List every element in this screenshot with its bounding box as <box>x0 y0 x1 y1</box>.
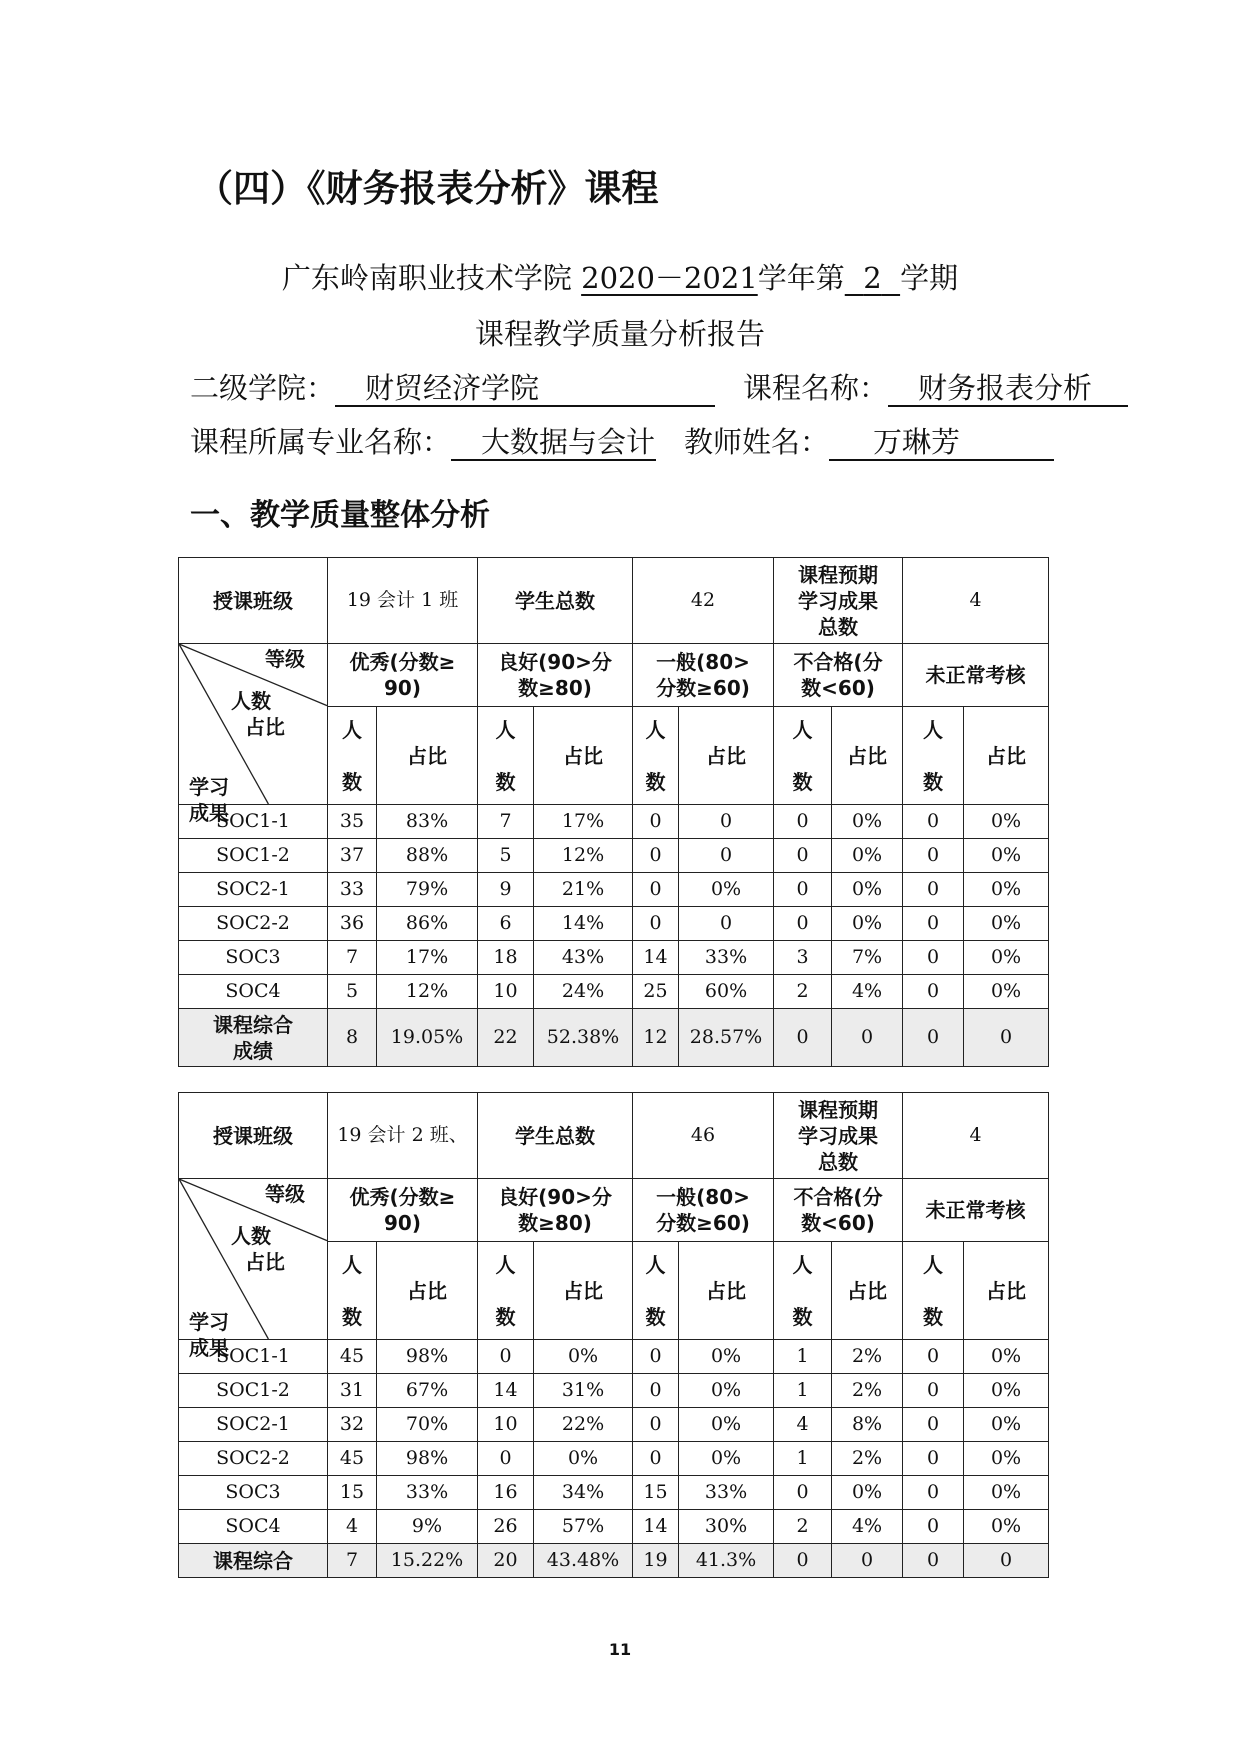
count-header: 人 数 <box>774 707 832 805</box>
table-cell: 45 <box>328 1442 377 1476</box>
table-cell: 17% <box>377 941 478 975</box>
outcome-label: SOC2-2 <box>179 1442 328 1476</box>
grade-header-row <box>179 1179 1049 1242</box>
total-cell: 7 <box>328 1544 377 1578</box>
table-cell: 0% <box>679 873 774 907</box>
table-cell: 0 <box>633 839 679 873</box>
table-cell: 0% <box>964 1510 1049 1544</box>
ratio-header: 占比 <box>832 1242 903 1340</box>
table-cell: 0 <box>903 1408 964 1442</box>
table-row <box>179 839 1049 873</box>
table-cell: 33% <box>679 941 774 975</box>
table-cell: 17% <box>534 805 633 839</box>
table-info-row <box>179 558 1049 644</box>
outcome-label: SOC3 <box>179 1476 328 1510</box>
total-row <box>179 1009 1049 1067</box>
table-cell: 0 <box>774 873 832 907</box>
table-cell: 88% <box>377 839 478 873</box>
class-label: 授课班级 <box>179 558 328 644</box>
quality-table-2 <box>178 1092 1049 1578</box>
table-cell: 33% <box>377 1476 478 1510</box>
table-cell: 2 <box>774 975 832 1009</box>
table-row <box>179 1408 1049 1442</box>
grade-not-examined: 未正常考核 <box>903 1179 1049 1242</box>
total-cell: 28.57% <box>679 1009 774 1067</box>
table-cell: 31% <box>534 1374 633 1408</box>
ratio-header: 占比 <box>679 707 774 805</box>
table-cell: 0 <box>679 839 774 873</box>
table-cell: 0 <box>774 1476 832 1510</box>
table-cell: 7 <box>478 805 534 839</box>
teacher-value: 万琳芳 <box>829 425 1054 461</box>
table-row <box>179 1340 1049 1374</box>
table-cell: 25 <box>633 975 679 1009</box>
table-cell: 31 <box>328 1374 377 1408</box>
table-cell: 0% <box>964 1476 1049 1510</box>
table-cell: 0% <box>964 1442 1049 1476</box>
count-header: 人 数 <box>328 707 377 805</box>
ratio-header: 占比 <box>964 1242 1049 1340</box>
total-students-label: 学生总数 <box>478 1093 633 1179</box>
table-row <box>179 1510 1049 1544</box>
table-cell: 0% <box>964 839 1049 873</box>
term-number: 2 <box>863 261 882 295</box>
table-cell: 0 <box>903 1374 964 1408</box>
total-cell: 20 <box>478 1544 534 1578</box>
diag-count-label: 人数 占比 <box>231 689 285 739</box>
outcome-count-label: 课程预期 学习成果 总数 <box>774 558 903 644</box>
table-cell: 33% <box>679 1476 774 1510</box>
ratio-header: 占比 <box>377 1242 478 1340</box>
diag-grade-label: 等级 <box>265 1182 305 1206</box>
total-cell: 52.38% <box>534 1009 633 1067</box>
class-label: 授课班级 <box>179 1093 328 1179</box>
table-cell: 0% <box>832 805 903 839</box>
diagonal-header-cell: 等级 人数 占比 学习 成果 <box>179 1179 328 1340</box>
table-cell: 86% <box>377 907 478 941</box>
table-cell: 1 <box>774 1340 832 1374</box>
outcome-rows <box>179 1340 1049 1544</box>
table-cell: 67% <box>377 1374 478 1408</box>
table-cell: 18 <box>478 941 534 975</box>
table-cell: 0 <box>774 839 832 873</box>
total-cell: 22 <box>478 1009 534 1067</box>
table-cell: 0 <box>774 805 832 839</box>
table-row <box>179 907 1049 941</box>
teacher-label: 教师姓名： <box>684 425 830 459</box>
table-cell: 0% <box>964 1408 1049 1442</box>
count-header: 人 数 <box>633 1242 679 1340</box>
ratio-header: 占比 <box>679 1242 774 1340</box>
total-cell: 12 <box>633 1009 679 1067</box>
table-cell: 0% <box>964 805 1049 839</box>
table-cell: 1 <box>774 1374 832 1408</box>
outcome-rows <box>179 805 1049 1009</box>
table-cell: 9 <box>478 873 534 907</box>
count-header: 人 数 <box>328 1242 377 1340</box>
report-header-line <box>0 256 1240 297</box>
table-cell: 0 <box>774 907 832 941</box>
ratio-header: 占比 <box>377 707 478 805</box>
diag-count-label: 人数 占比 <box>231 1224 285 1274</box>
grade-average: 一般(80> 分数≥60) <box>633 644 774 707</box>
table-cell: 0% <box>679 1340 774 1374</box>
table-cell: 7 <box>328 941 377 975</box>
table-cell: 0% <box>832 1476 903 1510</box>
total-cell: 0 <box>832 1544 903 1578</box>
table-cell: 4 <box>328 1510 377 1544</box>
total-cell: 0 <box>774 1544 832 1578</box>
table-cell: 0 <box>903 839 964 873</box>
table-cell: 22% <box>534 1408 633 1442</box>
section-title: （四）《财务报表分析》课程 <box>196 167 659 210</box>
table-cell: 0 <box>633 1340 679 1374</box>
table-cell: 16 <box>478 1476 534 1510</box>
table-cell: 1 <box>774 1442 832 1476</box>
table-cell: 0 <box>633 873 679 907</box>
table-cell: 36 <box>328 907 377 941</box>
table-cell: 2% <box>832 1374 903 1408</box>
table-row <box>179 805 1049 839</box>
outcome-label: SOC1-2 <box>179 839 328 873</box>
count-header: 人 数 <box>633 707 679 805</box>
table-cell: 21% <box>534 873 633 907</box>
table-cell: 4% <box>832 1510 903 1544</box>
total-cell: 43.48% <box>534 1544 633 1578</box>
total-label: 课程综合 成绩 <box>179 1009 328 1067</box>
table-cell: 0 <box>633 805 679 839</box>
total-cell: 0 <box>832 1009 903 1067</box>
table-cell: 0% <box>534 1340 633 1374</box>
table-cell: 0 <box>903 873 964 907</box>
report-title: 课程教学质量分析报告 <box>474 317 765 351</box>
academic-year: 2020－2021 <box>581 261 758 295</box>
ratio-header: 占比 <box>964 707 1049 805</box>
table-cell: 4 <box>774 1408 832 1442</box>
total-students-value: 42 <box>633 558 774 644</box>
table-cell: 0% <box>964 1374 1049 1408</box>
table-cell: 14% <box>534 907 633 941</box>
major-value: 大数据与会计 <box>451 425 656 461</box>
table-cell: 0% <box>534 1442 633 1476</box>
table-cell: 37 <box>328 839 377 873</box>
college-label: 二级学院： <box>190 371 336 405</box>
table-cell: 0% <box>679 1442 774 1476</box>
table-cell: 0 <box>903 1510 964 1544</box>
table-cell: 33 <box>328 873 377 907</box>
table-cell: 0% <box>832 907 903 941</box>
table-cell: 0% <box>679 1408 774 1442</box>
table-cell: 0 <box>679 805 774 839</box>
table-cell: 15 <box>328 1476 377 1510</box>
table-cell: 70% <box>377 1408 478 1442</box>
table-cell: 14 <box>633 941 679 975</box>
grade-excellent: 优秀(分数≥ 90) <box>328 644 478 707</box>
outcome-label: SOC1-1 <box>179 805 328 839</box>
table-cell: 0 <box>903 805 964 839</box>
count-header: 人 数 <box>774 1242 832 1340</box>
table-cell: 9% <box>377 1510 478 1544</box>
table-cell: 43% <box>534 941 633 975</box>
table-cell: 0 <box>478 1340 534 1374</box>
outcome-label: SOC1-1 <box>179 1340 328 1374</box>
class-value: 19 会计 1 班 <box>328 558 478 644</box>
table-cell: 35 <box>328 805 377 839</box>
table-cell: 98% <box>377 1340 478 1374</box>
year-suffix: 学年第 <box>757 261 845 295</box>
table-cell: 10 <box>478 1408 534 1442</box>
outcome-label: SOC3 <box>179 941 328 975</box>
table-cell: 0% <box>964 1340 1049 1374</box>
table-cell: 83% <box>377 805 478 839</box>
table-cell: 0 <box>633 1442 679 1476</box>
table-cell: 6 <box>478 907 534 941</box>
table-cell: 8% <box>832 1408 903 1442</box>
table-cell: 0 <box>633 1374 679 1408</box>
section-subheading: 一、教学质量整体分析 <box>190 498 490 533</box>
table-cell: 0 <box>903 941 964 975</box>
table-cell: 0 <box>903 1340 964 1374</box>
table-cell: 79% <box>377 873 478 907</box>
outcome-label: SOC1-2 <box>179 1374 328 1408</box>
table-cell: 0% <box>679 1374 774 1408</box>
quality-table-1 <box>178 557 1049 1067</box>
page-number: 11 <box>608 1640 632 1659</box>
table-cell: 4% <box>832 975 903 1009</box>
table-cell: 0% <box>964 941 1049 975</box>
table-cell: 5 <box>478 839 534 873</box>
table-row <box>179 1476 1049 1510</box>
outcome-label: SOC4 <box>179 975 328 1009</box>
table-cell: 3 <box>774 941 832 975</box>
grade-good: 良好(90>分 数≥80) <box>478 1179 633 1242</box>
table-cell: 30% <box>679 1510 774 1544</box>
table-cell: 26 <box>478 1510 534 1544</box>
total-students-value: 46 <box>633 1093 774 1179</box>
count-header: 人 数 <box>478 1242 534 1340</box>
total-row <box>179 1544 1049 1578</box>
table-cell: 0 <box>679 907 774 941</box>
major-label: 课程所属专业名称： <box>190 425 452 459</box>
table-cell: 14 <box>478 1374 534 1408</box>
class-value: 19 会计 2 班、 <box>328 1093 478 1179</box>
table-cell: 0 <box>903 907 964 941</box>
table-row <box>179 941 1049 975</box>
grade-not-examined: 未正常考核 <box>903 644 1049 707</box>
info-row-major-teacher <box>190 420 1054 461</box>
table-row <box>179 975 1049 1009</box>
total-cell: 0 <box>964 1544 1049 1578</box>
table-cell: 57% <box>534 1510 633 1544</box>
college-value: 财贸经济学院 <box>335 371 715 407</box>
table-cell: 0% <box>964 873 1049 907</box>
total-cell: 8 <box>328 1009 377 1067</box>
ratio-header: 占比 <box>534 707 633 805</box>
table-cell: 0% <box>832 873 903 907</box>
table-cell: 60% <box>679 975 774 1009</box>
table-cell: 0 <box>903 1476 964 1510</box>
grade-average: 一般(80> 分数≥60) <box>633 1179 774 1242</box>
total-cell: 0 <box>774 1009 832 1067</box>
ratio-header: 占比 <box>832 707 903 805</box>
count-header: 人 数 <box>903 1242 964 1340</box>
table-cell: 10 <box>478 975 534 1009</box>
outcome-label: SOC2-2 <box>179 907 328 941</box>
total-cell: 19 <box>633 1544 679 1578</box>
table-cell: 32 <box>328 1408 377 1442</box>
grade-header-row <box>179 644 1049 707</box>
total-cell: 19.05% <box>377 1009 478 1067</box>
table-cell: 0 <box>903 1442 964 1476</box>
grade-fail: 不合格(分 数<60) <box>774 1179 903 1242</box>
table-cell: 7% <box>832 941 903 975</box>
table-cell: 15 <box>633 1476 679 1510</box>
outcome-label: SOC4 <box>179 1510 328 1544</box>
total-cell: 0 <box>903 1544 964 1578</box>
table-cell: 2% <box>832 1340 903 1374</box>
total-cell: 0 <box>903 1009 964 1067</box>
grade-fail: 不合格(分 数<60) <box>774 644 903 707</box>
table-cell: 12% <box>377 975 478 1009</box>
table-row <box>179 1374 1049 1408</box>
table-cell: 98% <box>377 1442 478 1476</box>
course-value: 财务报表分析 <box>888 371 1128 407</box>
course-label: 课程名称： <box>743 371 889 405</box>
table-cell: 0 <box>903 975 964 1009</box>
total-cell: 41.3% <box>679 1544 774 1578</box>
info-row-college-course <box>190 366 1128 407</box>
grade-good: 良好(90>分 数≥80) <box>478 644 633 707</box>
table-cell: 45 <box>328 1340 377 1374</box>
outcome-count-value: 4 <box>903 558 1049 644</box>
term-suffix: 学期 <box>900 261 959 295</box>
table-cell: 2% <box>832 1442 903 1476</box>
diag-grade-label: 等级 <box>265 647 305 671</box>
outcome-count-label: 课程预期 学习成果 总数 <box>774 1093 903 1179</box>
outcome-count-value: 4 <box>903 1093 1049 1179</box>
table-info-row <box>179 1093 1049 1179</box>
outcome-label: SOC2-1 <box>179 873 328 907</box>
table-cell: 24% <box>534 975 633 1009</box>
table-row <box>179 1442 1049 1476</box>
table-cell: 14 <box>633 1510 679 1544</box>
table-cell: 0% <box>964 975 1049 1009</box>
table-row <box>179 873 1049 907</box>
table-cell: 0 <box>478 1442 534 1476</box>
table-cell: 0% <box>832 839 903 873</box>
total-cell: 0 <box>964 1009 1049 1067</box>
table-cell: 34% <box>534 1476 633 1510</box>
school-name: 广东岭南职业技术学院 <box>281 261 572 295</box>
table-cell: 2 <box>774 1510 832 1544</box>
count-header: 人 数 <box>903 707 964 805</box>
outcome-label: SOC2-1 <box>179 1408 328 1442</box>
total-label: 课程综合 <box>179 1544 328 1578</box>
ratio-header: 占比 <box>534 1242 633 1340</box>
diagonal-header-cell: 等级 人数 占比 学习 成果 <box>179 644 328 805</box>
table-cell: 5 <box>328 975 377 1009</box>
table-cell: 0 <box>633 1408 679 1442</box>
table-cell: 12% <box>534 839 633 873</box>
total-students-label: 学生总数 <box>478 558 633 644</box>
table-cell: 0 <box>633 907 679 941</box>
grade-excellent: 优秀(分数≥ 90) <box>328 1179 478 1242</box>
table-cell: 0% <box>964 907 1049 941</box>
total-cell: 15.22% <box>377 1544 478 1578</box>
count-header: 人 数 <box>478 707 534 805</box>
